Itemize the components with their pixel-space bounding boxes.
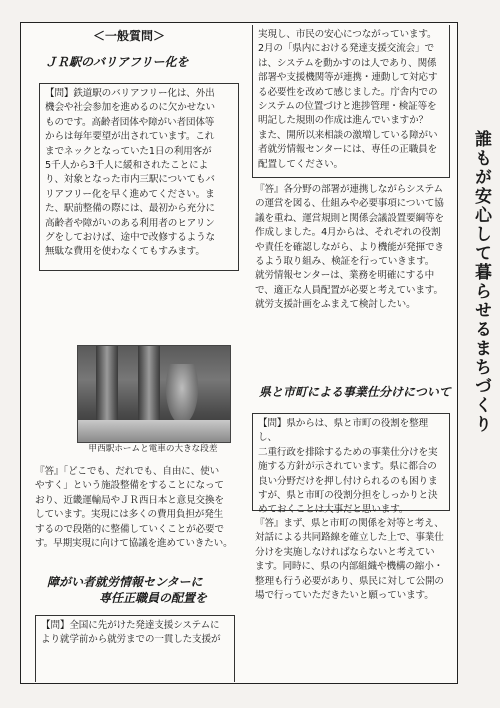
question-text-jr: 【問】鉄道駅のバリアフリー化は、外出 機会や社会参加を進めるのに欠かせない ものです。高齢者団体や障がい者団体等 からは毎年要望が出されています。これ までネックとなっていた1日の利用客が 5千人から3千人に緩和されたことによ り、対象となった市内三駅についてもバ リアフリー化を早く進めてください。ま た、駅前整備の際には、最初から充分に 高齢者や障がいのある利用者のヒアリン グをしておけば、途中で改修するような 無駄な費用を使わなくてもすみます。: [45, 88, 215, 258]
answer-text-employment: 『答』各分野の部署が連携しながらシステム の運営を図る、仕組みや必要事項について協 議を重ね、運営規則と関係会議設置要綱等を 作成しました。4月からは、それぞれの役割 や責任を確認しながら、より機能が発揮でき るよう取り組み、検証を行っていきます。 就労情報センターは、業務を明確にする中 で、適正な人員配置が必要と考えています。 就労支援計画をふまえて検討したい。: [255, 184, 444, 311]
question-box-employment-start: [35, 615, 235, 682]
topic-title-employment-center-1: 障がい者就労情報センターに: [47, 575, 203, 589]
question-text-employment-cont: 実現し、市民の安心につながっています。 2月の「県内における発達支援交流会」で は、システムを動かすのは人であり、関係 部署や支援機関等が連携・連動して対応す る必要性を改めて感じました。庁舎内での システムの位置づけと進捗管理・検証等を 明記した規則の作成は進んでいますか？ また、開所以来相談の激増している障がい 者就労情報センターには、専任の正職員を 配置してください。: [258, 29, 438, 170]
question-box-jr: [39, 83, 239, 271]
photo-caption: 甲西駅ホームと電車の大きな段差: [88, 444, 218, 454]
side-title: 誰もが安心して暮らせるまちづくり: [471, 130, 491, 434]
question-box-employment-cont: [252, 25, 450, 178]
article-frame: [20, 22, 458, 684]
station-photo: [77, 345, 231, 443]
topic-title-jr-barrier-free: ＪＲ駅のバリアフリー化を: [45, 55, 189, 69]
answer-text-project-sorting: 『答』まず、県と市町の関係を対等と考え、 対話による共同路線を確立した上で、事業仕 分けを実施しなければならないと考えてい ます。同時に、県の内部組織や機構の縮小・ 整理も行う必要があり、県民に対して公開の 場で行っていただきたいと願っています。: [255, 518, 444, 602]
answer-text-jr: 『答』「どこでも、だれでも、自由に、使い やすく」という施設整備をすることになって おり、近畿運輸局やＪＲ西日本と意見交換を しています。実現には多くの費用負担が発生 するので段階的に整備していくことが必要で す。早期実現に向けて協議を進めていきたい。: [35, 466, 233, 550]
topic-title-employment-center-2: 専任正職員の配置を: [99, 591, 208, 605]
topic-title-project-sorting: 県と市町による事業仕分けについて: [259, 385, 451, 399]
question-box-project-sorting: [252, 413, 450, 516]
section-heading: ＜一般質問＞: [93, 29, 166, 43]
question-text-employment-start: 【問】全国に先がけた発達支援システムに より就学前から就労までの一貫した支援が: [41, 620, 221, 646]
question-text-project-sorting: 【問】県からは、県と市町の役割を整理し、 二重行政を排除するための事業仕分けを実 施する方針が示されています。県に都合の 良い分野だけを押し付けられるのも困りま すが、県と市町の役割分担をしっかりと決 めておくことは大事だと思います。: [258, 418, 438, 516]
